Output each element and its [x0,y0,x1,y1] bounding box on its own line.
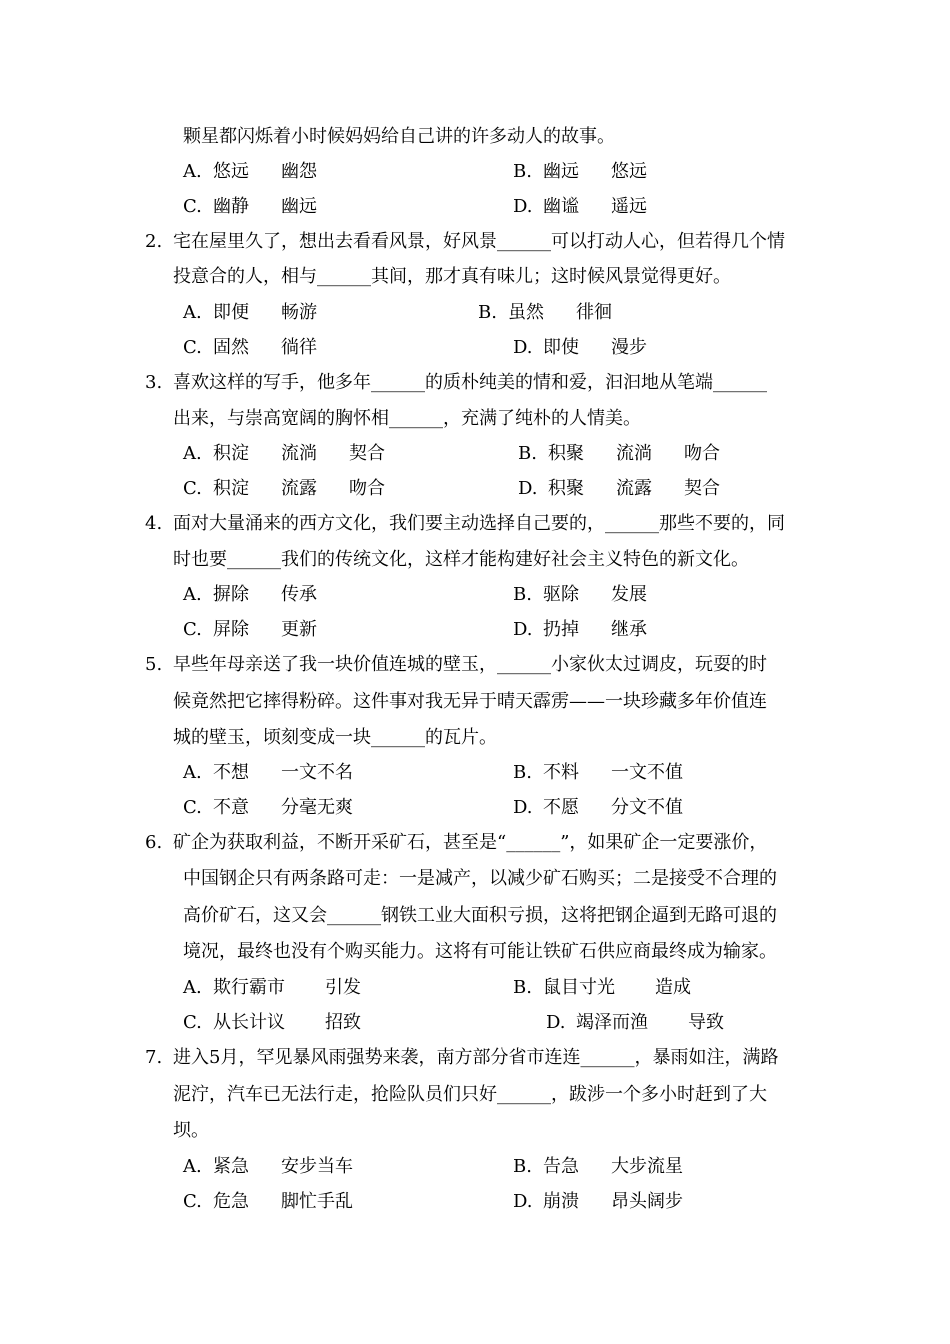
q5-option-b: B. 不料 一文不值 [513,762,683,783]
q2-option-c: C. 固然 徜徉 [183,337,317,358]
q3-option-d: D. 积聚 流露 契合 [518,478,720,499]
q6-option-b: B. 鼠目寸光 造成 [513,977,691,998]
q6-text-line: 境况，最终也没有个购买能力。这将有可能让铁矿石供应商最终成为输家。 [183,941,777,962]
q4-option-c: C. 屏除 更新 [183,619,317,640]
q3-text-line: 喜欢这样的写手，他多年______的质朴纯美的情和爱，汩汩地从笔端______ [173,372,767,393]
q7-number: 7. [145,1047,163,1068]
q6-number: 6. [145,832,163,853]
q4-number: 4. [145,513,163,534]
q5-option-d: D. 不愿 分文不值 [513,797,683,818]
q3-option-a: A. 积淀 流淌 契合 [183,443,385,464]
q4-text-line: 面对大量涌来的西方文化，我们要主动选择自己要的，______那些不要的，同 [173,513,785,534]
q3-text-line: 出来，与崇高宽阔的胸怀相______，充满了纯朴的人情美。 [173,408,641,429]
q1-option-d: D. 幽谧 遥远 [513,196,647,217]
q6-text-line: 中国钢企只有两条路可走：一是减产，以减少矿石购买；二是接受不合理的 [183,868,777,889]
q4-text-line: 时也要______我们的传统文化，这样才能构建好社会主义特色的新文化。 [173,549,749,570]
q4-option-d: D. 扔掉 继承 [513,619,647,640]
q2-option-d: D. 即使 漫步 [513,337,647,358]
q1-option-b: B. 幽远 悠远 [513,161,647,182]
q3-number: 3. [145,372,163,393]
q4-option-a: A. 摒除 传承 [183,584,317,605]
q7-option-a: A. 紧急 安步当车 [183,1156,353,1177]
q5-text-line: 早些年母亲送了我一块价值连城的壁玉，______小家伙太过调皮，玩耍的时 [173,654,767,675]
q7-option-c: C. 危急 脚忙手乱 [183,1191,353,1212]
q5-number: 5. [145,654,163,675]
q5-text-line: 候竟然把它摔得粉碎。这件事对我无异于晴天霹雳——一块珍藏多年价值连 [173,691,767,712]
q6-option-c: C. 从长计议 招致 [183,1012,361,1033]
q2-text-line: 宅在屋里久了，想出去看看风景，好风景______可以打动人心，但若得几个情 [173,231,785,252]
q4-option-b: B. 驱除 发展 [513,584,647,605]
q1-option-c: C. 幽静 幽远 [183,196,317,217]
q2-option-b: B. 虽然 徘徊 [478,302,612,323]
q1-text-line: 颗星都闪烁着小时候妈妈给自己讲的许多动人的故事。 [183,126,615,147]
q6-text-line: 矿企为获取利益，不断开采矿石，甚至是“______”，如果矿企一定要涨价， [173,832,768,853]
q7-option-d: D. 崩溃 昂头阔步 [513,1191,683,1212]
q1-option-a: A. 悠远 幽怨 [183,161,317,182]
q7-text-line: 坝。 [173,1120,209,1141]
q7-text-line: 进入5月，罕见暴风雨强势来袭，南方部分省市连连______，暴雨如注，满路 [173,1047,779,1068]
q2-option-a: A. 即便 畅游 [183,302,317,323]
q7-text-line: 泥泞，汽车已无法行走，抢险队员们只好______，跋涉一个多小时赶到了大 [173,1084,767,1105]
q6-text-line: 高价矿石，这又会______钢铁工业大面积亏损，这将把钢企逼到无路可退的 [183,905,777,926]
q5-option-c: C. 不意 分毫无爽 [183,797,353,818]
q3-option-b: B. 积聚 流淌 吻合 [518,443,720,464]
q2-number: 2. [145,231,163,252]
q6-option-a: A. 欺行霸市 引发 [183,977,361,998]
q2-text-line: 投意合的人，相与______其间，那才真有味儿；这时候风景觉得更好。 [173,266,731,287]
q5-option-a: A. 不想 一文不名 [183,762,353,783]
q3-option-c: C. 积淀 流露 吻合 [183,478,385,499]
q5-text-line: 城的壁玉，顷刻变成一块______的瓦片。 [173,727,497,748]
q6-option-d: D. 竭泽而渔 导致 [546,1012,724,1033]
q7-option-b: B. 告急 大步流星 [513,1156,683,1177]
